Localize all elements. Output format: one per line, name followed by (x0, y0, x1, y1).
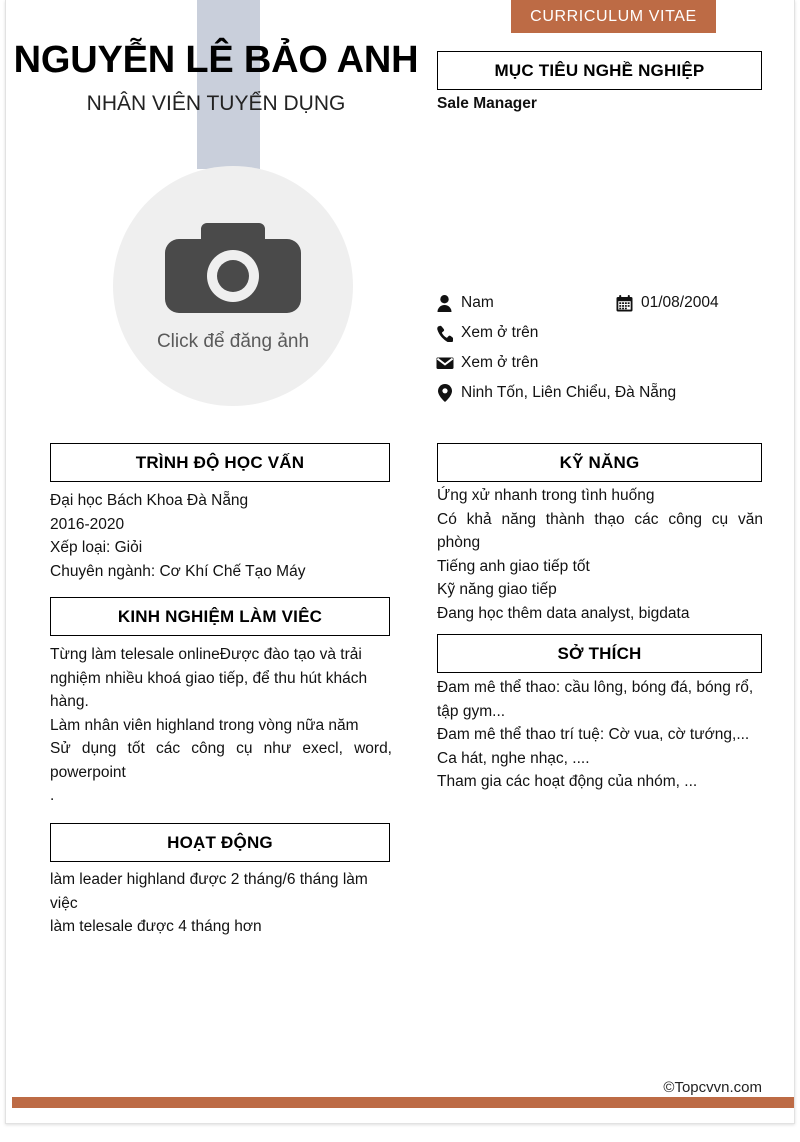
contact-gender (435, 294, 615, 313)
experience-paragraph: Sử dụng tốt các công cụ như execl, word, powerpoint (50, 740, 392, 781)
section-heading-hobbies-label: SỞ THÍCH (557, 643, 642, 663)
skill-line: Đang học thêm data analyst, bigdata (437, 604, 690, 622)
calendar-icon (615, 294, 634, 313)
contact-address-value: Ninh Tốn, Liên Chiểu, Đà Nẵng (461, 384, 677, 401)
camera-icon (162, 215, 304, 317)
skill-line: Tiếng anh giao tiếp tốt (437, 557, 590, 575)
cv-sheet (5, 0, 795, 1124)
footer-credit: ©Topcvvn.com (663, 1079, 762, 1096)
hobby-line: Đam mê thể thao: cầu lông, bóng đá, bóng rổ, tập gym... (437, 679, 754, 720)
contact-email (435, 354, 538, 373)
section-heading-education (50, 443, 390, 482)
section-heading-activities (50, 823, 390, 862)
curriculum-vitae-banner (511, 0, 716, 33)
location-pin-icon (435, 384, 454, 403)
activities-paragraph: làm telesale được 4 tháng hơn (50, 918, 262, 935)
hobby-line: Đam mê thể thao trí tuệ: Cờ vua, cờ tướng,... (437, 726, 750, 743)
hobby-line: Tham gia các hoạt động của nhóm, ... (437, 773, 698, 790)
hobbies-body (437, 676, 763, 794)
experience-paragraph: Từng làm telesale onlineĐược đào tạo và trải nghiệm nhiều khoá giao tiếp, để thu hút khách hàng. (50, 646, 368, 710)
education-line: Xếp loại: Giỏi (50, 539, 143, 556)
contact-row-gender-birthday (435, 288, 765, 318)
curriculum-vitae-banner-label: CURRICULUM VITAE (530, 7, 697, 25)
skill-line: Ứng xử nhanh trong tình huống (437, 487, 655, 504)
section-heading-activities-label: HOẠT ĐỘNG (167, 832, 273, 852)
section-heading-hobbies (437, 634, 762, 673)
education-line: Đại học Bách Khoa Đà Nẵng (50, 492, 249, 509)
activities-body (50, 868, 382, 939)
objective-value: Sale Manager (437, 95, 537, 112)
experience-paragraph: . (50, 787, 55, 804)
section-heading-skills (437, 443, 762, 482)
contact-row-email (435, 348, 765, 378)
phone-icon (435, 324, 454, 343)
contact-info (435, 288, 765, 408)
education-line: 2016-2020 (50, 515, 125, 533)
experience-paragraph: Làm nhân viên highland trong vòng nữa năm (50, 716, 359, 734)
section-heading-skills-label: KỸ NĂNG (559, 452, 640, 472)
contact-email-value: Xem ở trên (461, 354, 539, 371)
activities-paragraph: làm leader highland được 2 tháng/6 tháng làm việc (50, 871, 368, 912)
education-body (50, 489, 392, 583)
contact-phone (435, 324, 538, 343)
section-heading-education-label: TRÌNH ĐỘ HỌC VẤN (135, 452, 305, 472)
contact-birthday (615, 294, 719, 313)
contact-row-address (435, 378, 765, 408)
contact-phone-value: Xem ở trên (461, 324, 539, 341)
section-heading-objective-label: MỤC TIÊU NGHỀ NGHIỆP (494, 60, 705, 80)
education-line: Chuyên ngành: Cơ Khí Chế Tạo Máy (50, 562, 306, 580)
decorative-vertical-bar (197, 0, 260, 169)
skills-body (437, 484, 763, 625)
skill-line: Có khả năng thành thạo các công cụ văn phòng (437, 510, 763, 551)
candidate-job-title: NHÂN VIÊN TUYỂN DỤNG (86, 92, 346, 115)
contact-birthday-value: 01/08/2004 (641, 294, 719, 311)
avatar-upload-button[interactable] (113, 166, 353, 406)
hobby-line: Ca hát, nghe nhạc, .... (437, 749, 590, 767)
person-icon (435, 294, 454, 313)
section-heading-experience (50, 597, 390, 636)
experience-body (50, 643, 392, 808)
skill-line: Kỹ năng giao tiếp (437, 581, 557, 598)
mail-icon (435, 354, 454, 373)
contact-address (435, 384, 676, 403)
contact-gender-value: Nam (461, 294, 494, 311)
footer-accent-bar (12, 1097, 795, 1108)
section-heading-objective (437, 51, 762, 90)
avatar-upload-label: Click để đăng ảnh (156, 331, 310, 352)
contact-row-phone (435, 318, 765, 348)
candidate-name: NGUYỄN LÊ BẢO ANH (13, 39, 419, 81)
section-heading-experience-label: KINH NGHIỆM LÀM VIÊC (117, 606, 323, 626)
